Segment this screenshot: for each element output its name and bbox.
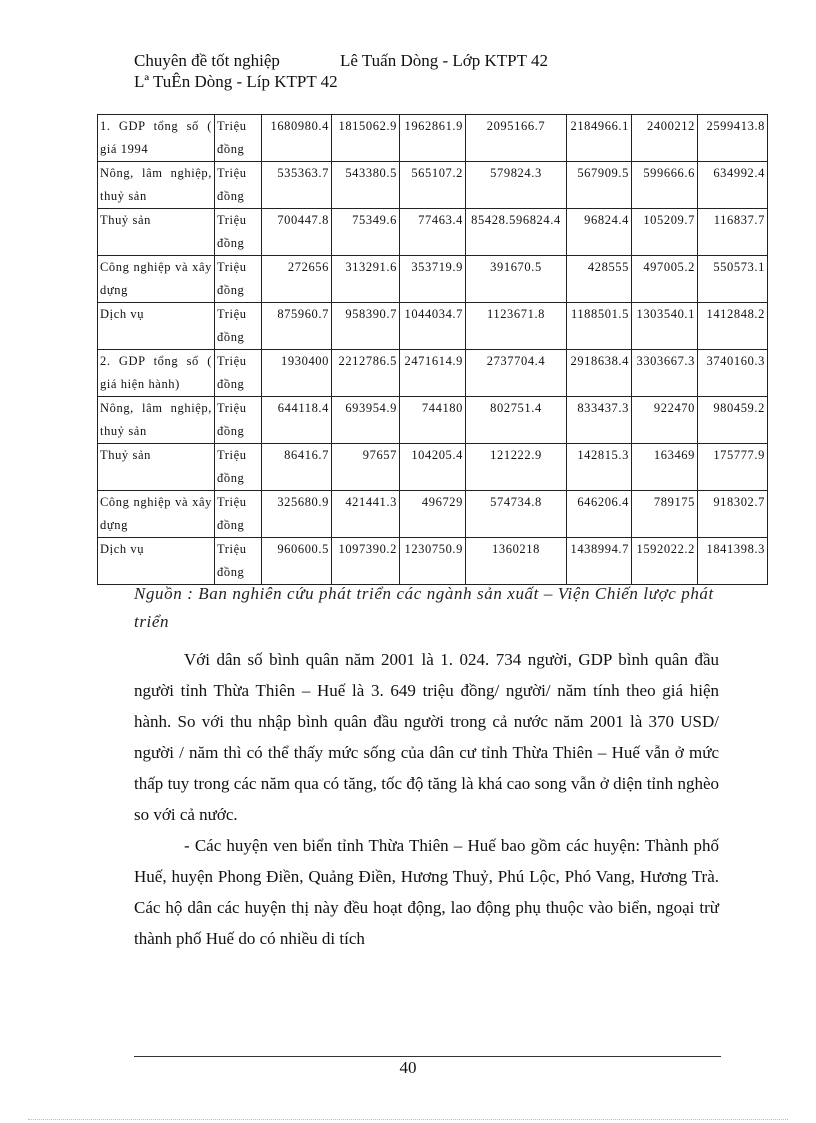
author-line: Lê Tuấn Dòng - Lớp KTPT 42 (340, 51, 548, 70)
table-cell: 496729 (400, 491, 466, 538)
table-cell: 644118.4 (262, 397, 332, 444)
table-cell: 744180 (400, 397, 466, 444)
page-header (134, 50, 548, 92)
table-cell: 550573.1 (698, 256, 768, 303)
row-label: Dịch vụ (98, 303, 215, 350)
table-cell: 802751.4 (466, 397, 567, 444)
table-cell: 958390.7 (332, 303, 400, 350)
table-cell: 2184966.1 (567, 115, 632, 162)
row-label: Nông, lâm nghiệp, thuỷ sản (98, 397, 215, 444)
row-label: Công nghiệp và xây dựng (98, 491, 215, 538)
table-cell: 1680980.4 (262, 115, 332, 162)
table-cell: 918302.7 (698, 491, 768, 538)
table-cell: 789175 (632, 491, 698, 538)
table-cell: 142815.3 (567, 444, 632, 491)
table-cell: 96824.4 (567, 209, 632, 256)
table-cell: 2737704.4 (466, 350, 567, 397)
table-cell: 1303540.1 (632, 303, 698, 350)
table-row (98, 115, 768, 162)
row-unit: Triệu đồng (215, 115, 262, 162)
table-cell: 421441.3 (332, 491, 400, 538)
table-cell: 922470 (632, 397, 698, 444)
table-cell: 353719.9 (400, 256, 466, 303)
table-cell: 1815062.9 (332, 115, 400, 162)
row-label: Thuỷ sản (98, 444, 215, 491)
table-cell: 2400212 (632, 115, 698, 162)
table-cell: 1123671.8 (466, 303, 567, 350)
table-row (98, 209, 768, 256)
table-cell: 2095166.7 (466, 115, 567, 162)
gdp-table (97, 114, 768, 585)
table-cell: 163469 (632, 444, 698, 491)
table-cell: 700447.8 (262, 209, 332, 256)
table-cell: 543380.5 (332, 162, 400, 209)
table-cell: 497005.2 (632, 256, 698, 303)
table-cell: 646206.4 (567, 491, 632, 538)
table-cell: 2471614.9 (400, 350, 466, 397)
row-label: Thuỷ sản (98, 209, 215, 256)
garbled-author-line: Lª TuÊn Dòng - Líp KTPT 42 (134, 72, 338, 91)
table-cell: 693954.9 (332, 397, 400, 444)
table-row (98, 444, 768, 491)
row-unit: Triệu đồng (215, 256, 262, 303)
table-cell: 1230750.9 (400, 538, 466, 585)
table-row (98, 491, 768, 538)
table-cell: 2599413.8 (698, 115, 768, 162)
row-unit: Triệu đồng (215, 209, 262, 256)
table-cell: 833437.3 (567, 397, 632, 444)
table-cell: 599666.6 (632, 162, 698, 209)
table-cell: 2212786.5 (332, 350, 400, 397)
row-unit: Triệu đồng (215, 350, 262, 397)
page-edge-dots (28, 1119, 788, 1120)
table-cell: 960600.5 (262, 538, 332, 585)
table-cell: 175777.9 (698, 444, 768, 491)
table-cell: 1360218 (466, 538, 567, 585)
table-row (98, 397, 768, 444)
table-cell: 121222.9 (466, 444, 567, 491)
table-cell: 325680.9 (262, 491, 332, 538)
table-cell: 116837.7 (698, 209, 768, 256)
row-label: Dịch vụ (98, 538, 215, 585)
row-unit: Triệu đồng (215, 162, 262, 209)
paragraph: Với dân số bình quân năm 2001 là 1. 024. 734 người, GDP bình quân đầu người tỉnh Thừa Thiên – Huế là 3. 649 triệu đồng/ người/ năm tính theo giá hiện hành. So với thu nhập bình quân đầu người trong cả nước năm 2001 là 370 USD/ người / năm thì có thể thấy mức sống của dân cư tỉnh Thừa Thiên – Huế vẫn ở mức thấp tuy trong các năm qua có tăng, tốc độ tăng là khá cao song vẫn ở diện tỉnh nghèo so với cả nước. (134, 650, 719, 824)
table-row (98, 538, 768, 585)
table-cell: 313291.6 (332, 256, 400, 303)
table-cell: 1188501.5 (567, 303, 632, 350)
table-cell: 579824.3 (466, 162, 567, 209)
table-row (98, 256, 768, 303)
table-row (98, 162, 768, 209)
table-cell: 980459.2 (698, 397, 768, 444)
table-cell: 535363.7 (262, 162, 332, 209)
table-cell: 391670.5 (466, 256, 567, 303)
document-title: Chuyên đề tốt nghiệp (134, 51, 280, 70)
table-cell: 428555 (567, 256, 632, 303)
table-cell: 85428.596824.4 (466, 209, 567, 256)
table-cell: 1930400 (262, 350, 332, 397)
table-cell: 105209.7 (632, 209, 698, 256)
table-cell: 1438994.7 (567, 538, 632, 585)
table-cell: 1841398.3 (698, 538, 768, 585)
row-label: Nông, lâm nghiệp, thuỷ sản (98, 162, 215, 209)
row-label: 2. GDP tổng số ( giá hiện hành) (98, 350, 215, 397)
table-cell: 97657 (332, 444, 400, 491)
row-label: 1. GDP tổng số ( giá 1994 (98, 115, 215, 162)
table-row (98, 350, 768, 397)
table-cell: 1962861.9 (400, 115, 466, 162)
table-cell: 86416.7 (262, 444, 332, 491)
source-note: Nguồn : Ban nghiên cứu phát triển các ngành sản xuất – Viện Chiến lược phát triển (134, 584, 714, 631)
table-cell: 1044034.7 (400, 303, 466, 350)
row-unit: Triệu đồng (215, 538, 262, 585)
table-cell: 1592022.2 (632, 538, 698, 585)
table-cell: 875960.7 (262, 303, 332, 350)
table-cell: 75349.6 (332, 209, 400, 256)
table-cell: 567909.5 (567, 162, 632, 209)
row-label: Công nghiệp và xây dựng (98, 256, 215, 303)
table-cell: 1097390.2 (332, 538, 400, 585)
table-cell: 3740160.3 (698, 350, 768, 397)
body-text (134, 644, 719, 954)
table-cell: 272656 (262, 256, 332, 303)
page-number: 40 (399, 1058, 417, 1077)
table-row (98, 303, 768, 350)
table-cell: 574734.8 (466, 491, 567, 538)
table-cell: 634992.4 (698, 162, 768, 209)
table-cell: 565107.2 (400, 162, 466, 209)
row-unit: Triệu đồng (215, 397, 262, 444)
row-unit: Triệu đồng (215, 491, 262, 538)
table-cell: 104205.4 (400, 444, 466, 491)
paragraph: - Các huyện ven biển tỉnh Thừa Thiên – Huế bao gồm các huyện: Thành phố Huế, huyện Phong Điền, Quảng Điền, Hương Thuỷ, Phú Lộc, Phó Vang, Hương Trà. Các hộ dân các huyện thị này đều hoạt động, lao động phụ thuộc vào biển, ngoại trừ thành phố Huế do có nhiều di tích (134, 836, 719, 948)
table-cell: 77463.4 (400, 209, 466, 256)
row-unit: Triệu đồng (215, 303, 262, 350)
table-cell: 2918638.4 (567, 350, 632, 397)
table-cell: 3303667.3 (632, 350, 698, 397)
table-cell: 1412848.2 (698, 303, 768, 350)
row-unit: Triệu đồng (215, 444, 262, 491)
footer-divider (134, 1056, 721, 1057)
